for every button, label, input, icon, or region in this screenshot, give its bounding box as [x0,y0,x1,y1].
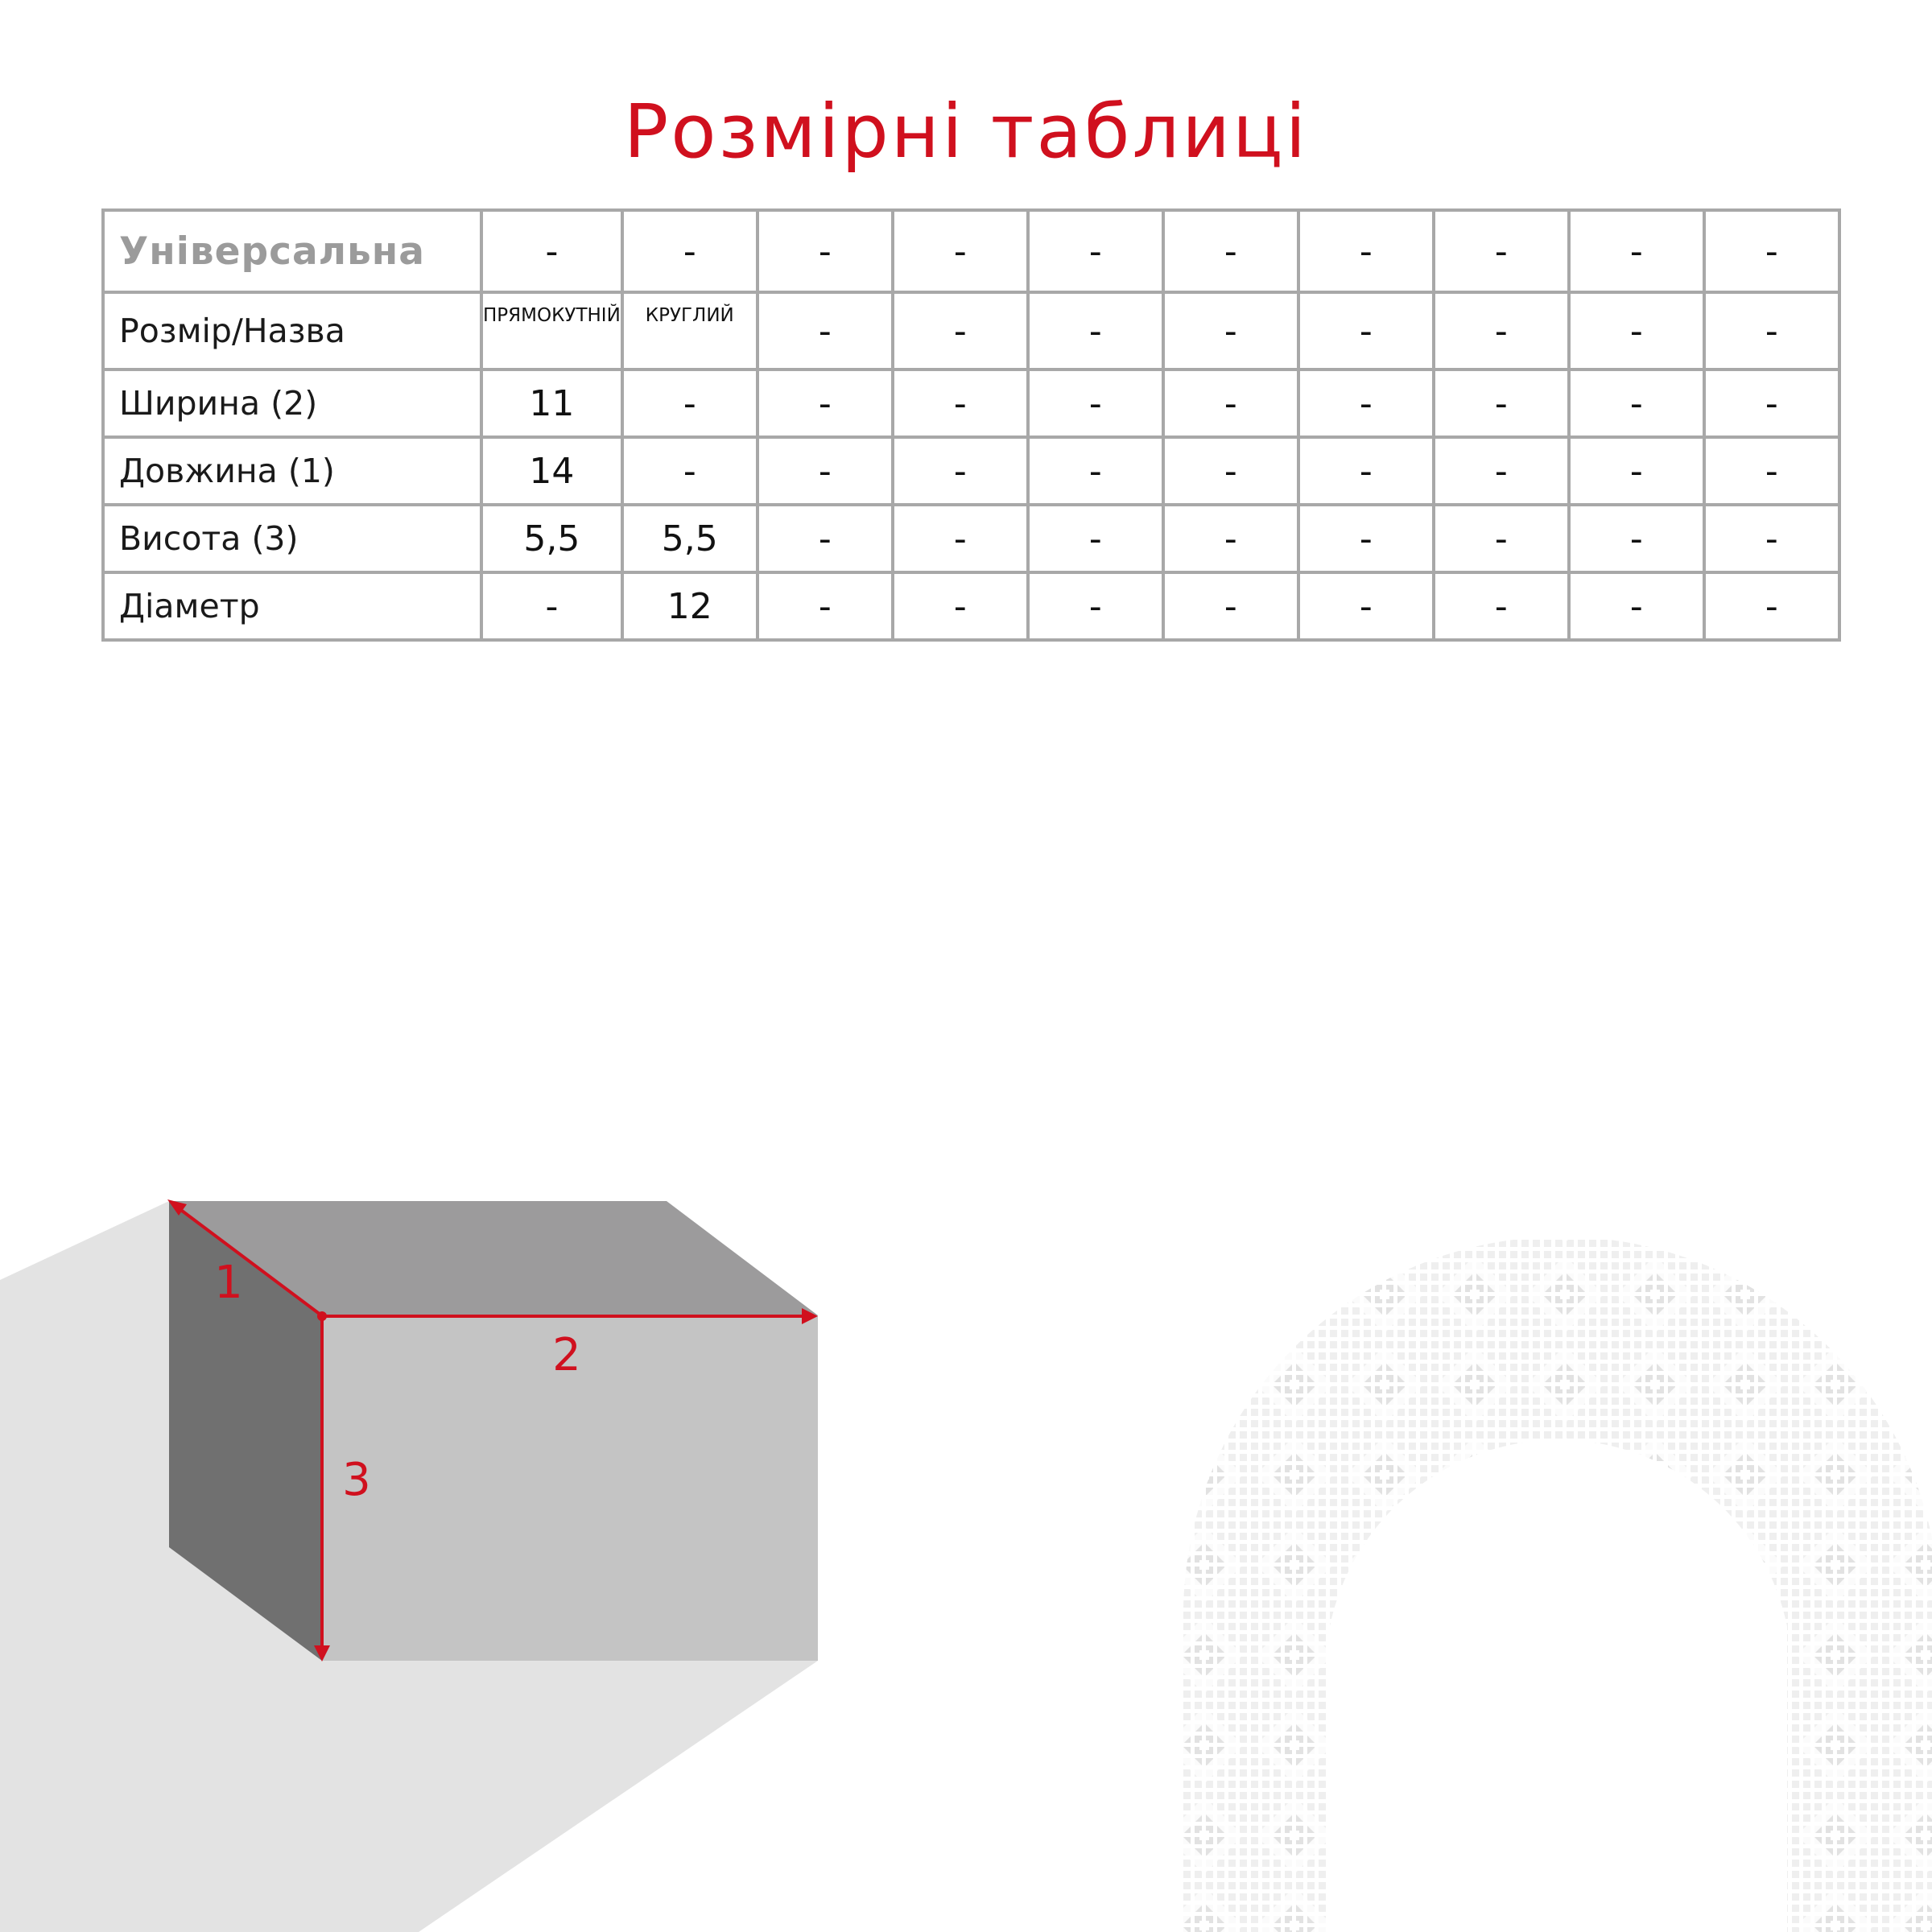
table-row-diameter [103,572,1839,640]
table-cell: - [1298,437,1434,505]
table-cell: - [622,437,758,505]
table-cell: - [1434,437,1569,505]
table-cell: - [758,505,893,572]
table-cell: 11 [481,369,622,437]
page-title: Розмірні таблиці [623,89,1309,175]
height-label: 3 [342,1454,371,1506]
table-cell: - [1298,505,1434,572]
table-cell: - [1704,369,1839,437]
corner-dot [317,1311,327,1321]
table-cell: - [1028,369,1163,437]
table-cell: КРУГЛИЙ [622,292,758,369]
table-cell: - [1434,292,1569,369]
table-cell: - [1569,505,1704,572]
table-cell: - [1569,369,1704,437]
table-cell: - [893,292,1028,369]
table-cell: 12 [622,572,758,640]
row-label: Розмір/Назва [103,292,481,369]
row-label: Універсальна [103,210,481,292]
table-row-length [103,437,1839,505]
table-cell: - [1704,292,1839,369]
table-cell: - [1298,369,1434,437]
embroidery-ornament [1159,1159,1932,1932]
table-cell: - [1028,505,1163,572]
table-cell: - [893,505,1028,572]
ornament-ring [1159,1159,1932,1932]
table-row-height [103,505,1839,572]
row-label: Довжина (1) [103,437,481,505]
box-dimension-diagram [0,1159,886,1932]
table-cell: - [1163,210,1298,292]
table-cell: - [1569,572,1704,640]
table-cell: - [622,369,758,437]
table-cell: - [1434,369,1569,437]
table-cell: - [1028,437,1163,505]
table-cell: - [893,572,1028,640]
table-cell: - [1704,572,1839,640]
table-cell: - [481,210,622,292]
table-cell: - [1434,572,1569,640]
table-cell: - [758,292,893,369]
table-cell: 14 [481,437,622,505]
row-label: Ширина (2) [103,369,481,437]
table-cell: - [893,210,1028,292]
table-cell: - [1298,572,1434,640]
table-cell: - [1704,505,1839,572]
table-cell: - [1569,210,1704,292]
table-cell: - [758,210,893,292]
table-cell: - [1163,437,1298,505]
table-cell: - [1434,505,1569,572]
table-cell: 5,5 [622,505,758,572]
table-cell: - [1704,437,1839,505]
table-cell: - [1163,572,1298,640]
table-cell: - [1163,369,1298,437]
table-cell: - [1028,210,1163,292]
row-label: Висота (3) [103,505,481,572]
table-cell: - [1434,210,1569,292]
table-cell: - [622,210,758,292]
table-cell: - [758,369,893,437]
row-label: Діаметр [103,572,481,640]
length-label: 1 [214,1257,243,1309]
table-row-width [103,369,1839,437]
table-cell: - [1163,292,1298,369]
table-row-size-name [103,292,1839,369]
table-cell: - [1569,437,1704,505]
table-cell: - [758,437,893,505]
table-cell: - [1704,210,1839,292]
size-table [101,208,1841,642]
width-label: 2 [552,1329,581,1381]
table-cell: - [1298,210,1434,292]
table-cell: - [481,572,622,640]
table-cell: - [1163,505,1298,572]
table-cell: - [1569,292,1704,369]
table-cell: - [893,369,1028,437]
table-cell: - [893,437,1028,505]
table-cell: - [1028,292,1163,369]
table-cell: 5,5 [481,505,622,572]
table-cell: - [1298,292,1434,369]
table-cell: - [1028,572,1163,640]
table-row-universal [103,210,1839,292]
table-cell: - [758,572,893,640]
table-cell: ПРЯМОКУТНІЙ [481,292,622,369]
